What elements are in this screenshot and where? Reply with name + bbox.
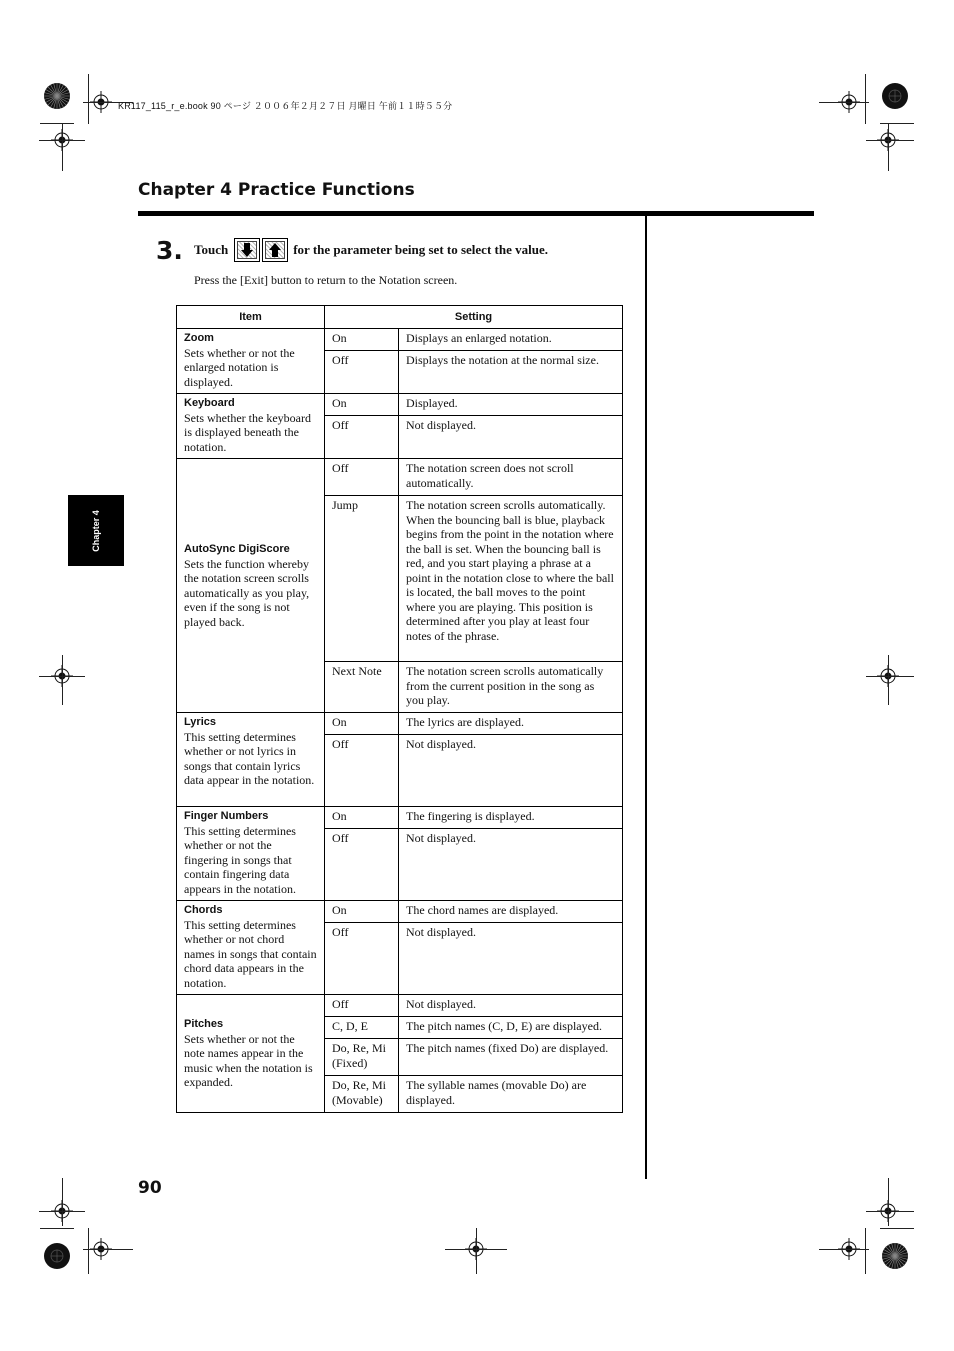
- option-desc: Displayed.: [399, 394, 623, 416]
- down-arrow-icon: [241, 243, 253, 257]
- crop-line: [62, 1178, 63, 1226]
- item-name: AutoSync DigiScore: [184, 543, 290, 555]
- table-header-row: [177, 306, 623, 329]
- page-number: 90: [138, 1178, 162, 1198]
- option-value: Off: [325, 459, 399, 496]
- option-value: Do, Re, Mi (Fixed): [325, 1039, 399, 1076]
- step-number: 3.: [156, 236, 183, 265]
- item-description: This setting determines whether or not chord names in songs that contain chord data appears in the notation.: [184, 917, 317, 990]
- crop-line: [866, 1211, 914, 1212]
- item-description: Sets whether the keyboard is displayed beneath the notation.: [184, 410, 311, 454]
- item-cell-autosync: [177, 459, 325, 713]
- crop-line: [888, 123, 889, 171]
- option-value: Off: [325, 923, 399, 995]
- item-cell-keyboard: [177, 394, 325, 459]
- table-row: [177, 713, 623, 735]
- touch-word: Touch: [194, 242, 229, 257]
- crop-line: [819, 102, 869, 103]
- item-description: This setting determines whether or not lyrics in songs that contain lyrics data appear in the notation.: [184, 729, 315, 787]
- option-desc: Not displayed.: [399, 995, 623, 1017]
- crop-line: [40, 1228, 74, 1229]
- option-desc: Not displayed.: [399, 416, 623, 459]
- up-arrow-button: [262, 238, 288, 262]
- option-value: On: [325, 807, 399, 829]
- crop-line: [880, 123, 914, 124]
- item-cell-pitches: [177, 995, 325, 1113]
- crop-line: [62, 655, 63, 705]
- option-desc: Not displayed.: [399, 735, 623, 807]
- item-description: Sets the function whereby the notation screen scrolls automatically as you play, even if the song is not played back.: [184, 556, 310, 629]
- registration-disc-icon: [43, 1242, 71, 1270]
- crop-line: [880, 1228, 914, 1229]
- table-row: [177, 394, 623, 416]
- item-name: Chords: [184, 904, 223, 916]
- option-value: On: [325, 901, 399, 923]
- chapter-title: Chapter 4 Practice Functions: [138, 180, 415, 200]
- registration-disc-icon: [881, 1242, 909, 1270]
- crop-line: [83, 1249, 133, 1250]
- step-instruction: [194, 237, 548, 263]
- header-item: Item: [177, 306, 325, 329]
- option-value: On: [325, 329, 399, 351]
- item-cell-finger-numbers: [177, 807, 325, 901]
- crop-line: [40, 123, 74, 124]
- option-desc: The fingering is displayed.: [399, 807, 623, 829]
- chapter-side-tab: [68, 495, 124, 566]
- settings-table: [176, 305, 623, 1113]
- option-value: Off: [325, 829, 399, 901]
- item-name: Keyboard: [184, 397, 235, 409]
- table-row: [177, 329, 623, 351]
- option-desc: The notation screen scrolls automatically. When the bouncing ball is blue, playback begins from the point in the notation where the ball is set. When the bouncing ball is red, and you start playing a phrase at a point in the notation close to where the ball is located, the ball moves to the point where you are playing. This position is determined after you play at least four notes of the phrase.: [399, 496, 623, 662]
- option-value: On: [325, 713, 399, 735]
- option-desc: The pitch names (C, D, E) are displayed.: [399, 1017, 623, 1039]
- column-rule: [645, 213, 647, 1179]
- registration-disc-icon: [43, 82, 71, 110]
- crop-line: [888, 1178, 889, 1226]
- option-desc: Not displayed.: [399, 923, 623, 995]
- item-name: Finger Numbers: [184, 810, 269, 822]
- option-value: Off: [325, 995, 399, 1017]
- crop-line: [866, 140, 914, 141]
- crop-line: [866, 676, 914, 677]
- item-name: Pitches: [184, 1018, 224, 1031]
- registration-disc-icon: [881, 82, 909, 110]
- header-setting: Setting: [325, 306, 623, 329]
- item-cell-zoom: [177, 329, 325, 394]
- crop-line: [888, 655, 889, 705]
- option-desc: The notation screen does not scroll automatically.: [399, 459, 623, 496]
- table-row: [177, 901, 623, 923]
- crop-line: [88, 74, 89, 124]
- option-desc: The pitch names (fixed Do) are displayed.: [399, 1039, 623, 1076]
- crop-line: [62, 123, 63, 171]
- option-value: Do, Re, Mi (Movable): [325, 1076, 399, 1113]
- option-desc: The lyrics are displayed.: [399, 713, 623, 735]
- option-value: Jump: [325, 496, 399, 662]
- option-desc: The chord names are displayed.: [399, 901, 623, 923]
- crop-line: [865, 1228, 866, 1274]
- option-value: Off: [325, 416, 399, 459]
- option-value: Off: [325, 351, 399, 394]
- item-name: Zoom: [184, 332, 214, 344]
- table-row: [177, 995, 623, 1017]
- crop-line: [88, 1228, 89, 1274]
- option-value: Next Note: [325, 662, 399, 713]
- table-row: [177, 459, 623, 496]
- option-value: On: [325, 394, 399, 416]
- item-cell-chords: [177, 901, 325, 995]
- crop-line: [476, 1228, 477, 1274]
- item-name: Lyrics: [184, 716, 217, 728]
- option-value: C, D, E: [325, 1017, 399, 1039]
- option-desc: The syllable names (movable Do) are displayed.: [399, 1076, 623, 1113]
- item-description: This setting determines whether or not the fingering in songs that contain fingering data appears in the notation.: [184, 823, 296, 896]
- option-desc: Displays the notation at the normal size.: [399, 351, 623, 394]
- option-desc: The notation screen scrolls automatically from the current position in the song as you play.: [399, 662, 623, 713]
- option-desc: Displays an enlarged notation.: [399, 329, 623, 351]
- item-description: Sets whether or not the enlarged notation is displayed.: [184, 345, 295, 389]
- table-row: [177, 807, 623, 829]
- instruction-text: for the parameter being set to select the value.: [293, 242, 548, 257]
- down-arrow-button: [234, 238, 260, 262]
- book-header-note: KR117_115_r_e.book 90 ページ ２００６年２月２７日 月曜日 午前１１時５５分: [118, 101, 453, 111]
- crop-line: [865, 74, 866, 124]
- option-value: Off: [325, 735, 399, 807]
- chapter-side-tab-label: Chapter 4: [91, 509, 101, 552]
- option-desc: Not displayed.: [399, 829, 623, 901]
- exit-instruction: Press the [Exit] button to return to the Notation screen.: [194, 273, 458, 287]
- item-cell-lyrics: [177, 713, 325, 807]
- crop-line: [819, 1249, 869, 1250]
- up-arrow-icon: [269, 243, 281, 257]
- header-rule: [138, 211, 814, 216]
- item-description: Sets whether or not the note names appear in the music when the notation is expanded.: [184, 1031, 313, 1090]
